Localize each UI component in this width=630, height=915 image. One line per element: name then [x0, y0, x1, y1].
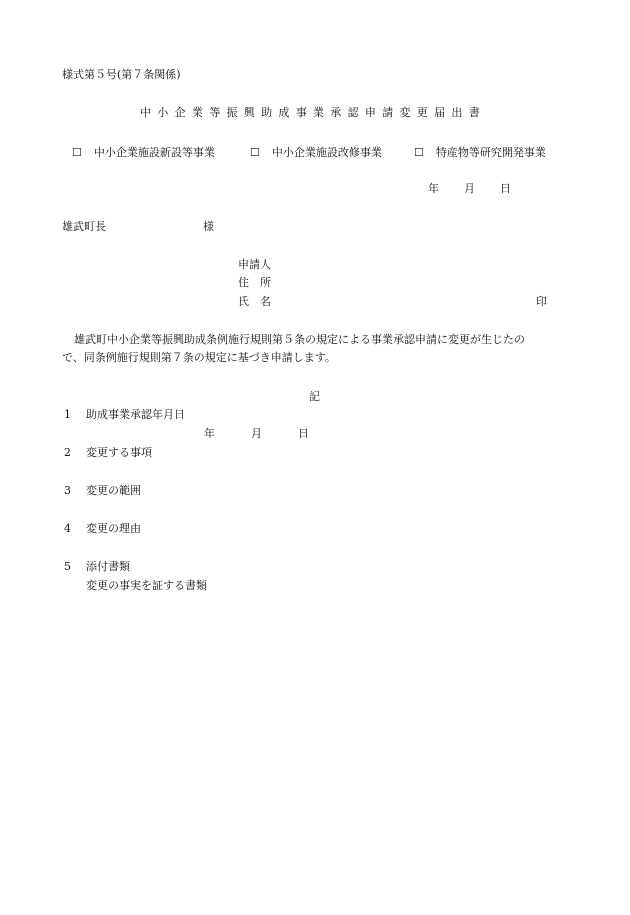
option-label: 中小企業施設新設等事業 — [93, 146, 215, 159]
seal-mark: 印 — [536, 295, 547, 308]
date-month-label: 月 — [464, 182, 475, 195]
item-label-change-matter: 変更する事項 — [86, 446, 152, 459]
option-research[interactable] — [414, 146, 546, 160]
option-label: 特産物等研究開発事業 — [435, 146, 546, 159]
addressee-honorific: 様 — [203, 220, 214, 233]
item1-year-label: 年 — [204, 427, 215, 440]
date-day-label: 日 — [500, 182, 511, 195]
applicant-address-label: 住 所 — [238, 276, 271, 289]
checkbox-icon[interactable]: ☐ — [72, 146, 82, 159]
body-text-line-2: で、同条例施行規則第７条の規定に基づき申請します。 — [62, 351, 336, 364]
item-label-approval-date: 助成事業承認年月日 — [86, 408, 185, 421]
item1-month-label: 月 — [251, 427, 262, 440]
applicant-heading: 申請人 — [238, 258, 271, 271]
ki-heading: 記 — [309, 390, 320, 403]
item-label-attachments: 添付書類 — [86, 560, 130, 573]
option-new-facility[interactable] — [72, 146, 215, 160]
item1-day-label: 日 — [298, 427, 309, 440]
option-label: 中小企業施設改修事業 — [271, 146, 382, 159]
checkbox-icon[interactable]: ☐ — [250, 146, 260, 159]
item5-detail: 変更の事実を証する書類 — [86, 579, 207, 592]
applicant-name-label: 氏 名 — [238, 295, 271, 308]
option-renovation[interactable] — [250, 146, 382, 160]
addressee-name: 雄武町長 — [62, 220, 106, 233]
body-text-line-1: 雄武町中小企業等振興助成条例施行規則第５条の規定による事業承認申請に変更が生じたの — [74, 333, 525, 346]
item-number: 3 — [64, 484, 71, 497]
item-label-change-reason: 変更の理由 — [86, 522, 141, 535]
checkbox-icon[interactable]: ☐ — [414, 146, 424, 159]
item-number: 1 — [64, 408, 71, 421]
form-number: 様式第５号(第７条関係) — [62, 68, 181, 81]
date-year-label: 年 — [428, 182, 439, 195]
document-title: 中小企業等振興助成事業承認申請変更届出書 — [140, 106, 486, 119]
item-number: 5 — [64, 560, 71, 573]
item-number: 2 — [64, 446, 71, 459]
item-number: 4 — [64, 522, 71, 535]
item-label-change-scope: 変更の範囲 — [86, 484, 141, 497]
